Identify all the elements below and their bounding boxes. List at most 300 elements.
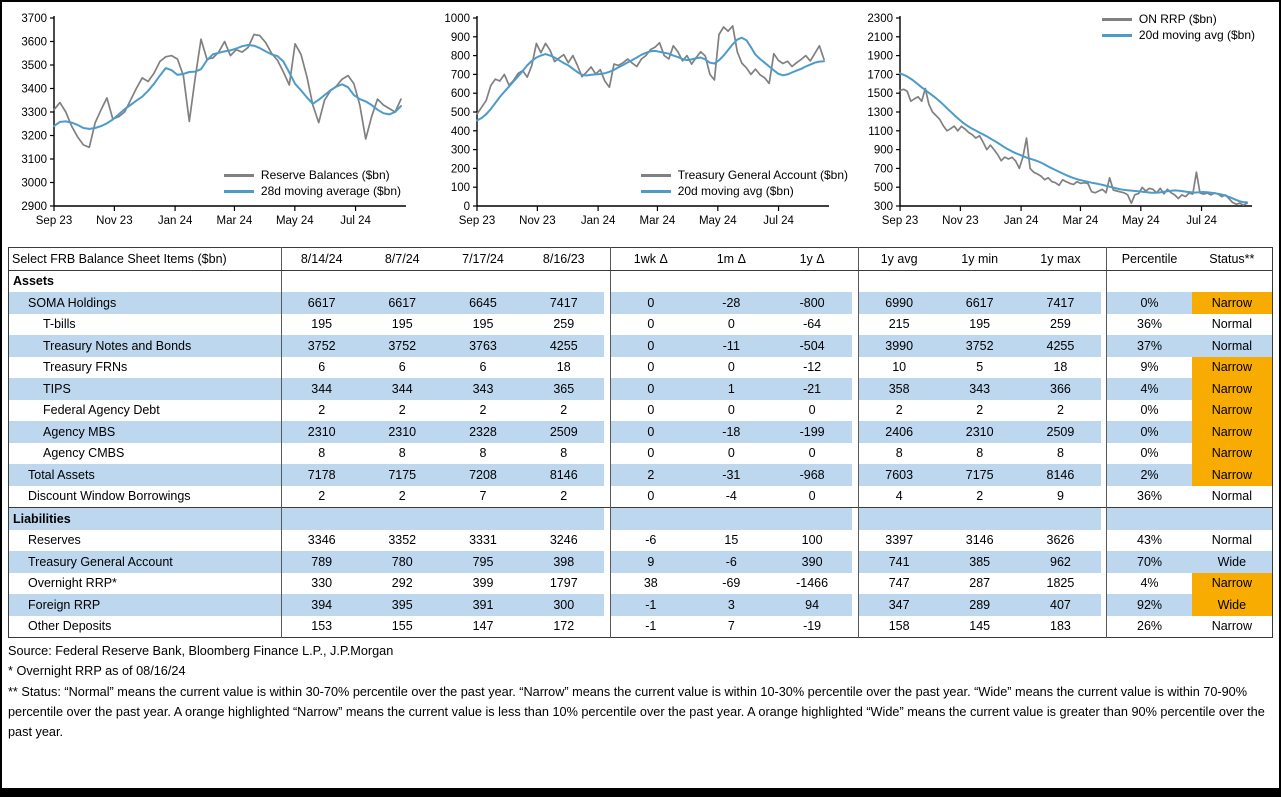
x-tick-label: Nov 23 (96, 215, 133, 227)
x-tick-label: Jul 24 (763, 215, 794, 227)
value-cell: 259 (553, 317, 575, 332)
x-tick-label: Mar 24 (1062, 215, 1099, 227)
stat-cell: 2 (976, 403, 984, 418)
row-label: Total Assets (9, 464, 282, 486)
stat-cell: 2509 (1020, 421, 1101, 443)
stat-cell: 1825 (1046, 576, 1075, 591)
delta-cell: 0 (808, 489, 816, 504)
delta-cell: 0 (727, 446, 735, 461)
value-cell: 6 (479, 360, 487, 375)
delta-cell: 0 (647, 489, 655, 504)
row-label: Agency CMBS (9, 443, 282, 465)
stat-cell: 2406 (859, 421, 940, 443)
y-tick-label: 3100 (21, 154, 47, 166)
stat-cell: 7175 (939, 464, 1020, 486)
legend-label: 20d moving avg ($bn) (1138, 28, 1255, 42)
value-cell (281, 270, 362, 292)
y-tick-label: 100 (450, 182, 470, 195)
legend-item (224, 184, 401, 198)
stat-cell: 385 (939, 551, 1020, 573)
delta-cell: 0 (610, 378, 691, 400)
section-row (9, 270, 1273, 292)
delta-cell: -1466 (796, 576, 829, 591)
delta-cell: 0 (727, 360, 735, 375)
value-cell: 365 (523, 378, 604, 400)
y-tick-label: 700 (450, 69, 470, 82)
stat-cell (1020, 270, 1101, 292)
value-cell: 343 (443, 378, 524, 400)
section-row (9, 508, 1273, 530)
y-tick-label: 2100 (867, 31, 893, 44)
percentile-cell: 26% (1137, 619, 1163, 634)
value-cell: 395 (362, 594, 443, 616)
date-column-header: 8/14/24 (281, 248, 362, 271)
legend-label: 28d moving average ($bn) (260, 184, 401, 198)
y-tick-label: 500 (873, 182, 893, 195)
delta-cell: 9 (610, 551, 691, 573)
status-cell: Narrow (1192, 400, 1273, 422)
delta-cell (610, 508, 691, 530)
balance-sheet-table (8, 247, 1273, 638)
delta-cell: 0 (808, 446, 816, 461)
row-label: Agency MBS (9, 421, 282, 443)
status-cell: Wide (1192, 551, 1273, 573)
row-label: Liabilities (9, 508, 282, 530)
status-cell: Narrow (1192, 378, 1273, 400)
value-cell: 795 (443, 551, 524, 573)
value-cell: 394 (281, 594, 362, 616)
status-cell: Narrow (1192, 421, 1273, 443)
value-cell (281, 508, 362, 530)
y-tick-label: 1700 (867, 69, 893, 82)
delta-cell: -4 (725, 489, 737, 504)
row-label: Other Deposits (9, 616, 282, 638)
y-tick-label: 1300 (867, 107, 893, 119)
on-rrp-chart (854, 6, 1277, 242)
x-tick-label: May 24 (1121, 215, 1160, 227)
status-cell: Narrow (1192, 573, 1273, 595)
y-tick-label: 3200 (21, 130, 47, 143)
legend-line-swatch (224, 174, 254, 177)
chart-legend (1102, 12, 1255, 42)
value-cell: 344 (362, 378, 443, 400)
footnotes (8, 641, 1273, 743)
y-tick-label: 1500 (867, 88, 893, 101)
table-row (9, 357, 1273, 379)
percentile-cell: 43% (1137, 533, 1163, 548)
delta-cell: 38 (643, 576, 658, 591)
source-note: Source: Federal Reserve Bank, Bloomberg Finance L.P., J.P.Morgan (8, 644, 394, 658)
delta-cell: -199 (772, 421, 853, 443)
value-cell: 6617 (281, 292, 362, 314)
status-cell: Narrow (1192, 443, 1273, 465)
legend-line-swatch (1102, 18, 1132, 21)
value-cell: 399 (472, 576, 494, 591)
value-cell: 6 (398, 360, 406, 375)
stat-cell: 158 (888, 619, 910, 634)
delta-cell: 0 (808, 403, 816, 418)
stat-cell (1020, 508, 1101, 530)
row-label: TIPS (9, 378, 282, 400)
delta-column-header: 1y Δ (772, 248, 853, 271)
status-cell: Wide (1192, 594, 1273, 616)
series-line (900, 89, 1247, 206)
value-cell: 195 (391, 317, 413, 332)
value-cell (443, 270, 524, 292)
stat-cell: 3397 (885, 533, 914, 548)
chart-canvas (8, 6, 431, 242)
delta-cell: 1 (691, 378, 772, 400)
value-cell: 153 (311, 619, 333, 634)
stat-column-header: 1y max (1020, 248, 1101, 271)
delta-cell: 2 (610, 464, 691, 486)
y-tick-label: 900 (873, 144, 893, 157)
percentile-cell: 92% (1107, 594, 1192, 616)
row-label: T-bills (9, 314, 282, 336)
value-cell: 7178 (281, 464, 362, 486)
delta-cell: -69 (722, 576, 741, 591)
value-cell (443, 508, 524, 530)
x-tick-label: Jul 24 (340, 215, 371, 227)
value-cell: 789 (281, 551, 362, 573)
percentile-cell (1107, 508, 1192, 530)
table-row (9, 443, 1273, 465)
x-tick-label: Sep 23 (35, 215, 73, 227)
stat-cell: 18 (1053, 360, 1068, 375)
value-cell: 3752 (281, 335, 362, 357)
status-cell: Narrow (1192, 292, 1273, 314)
delta-cell (691, 508, 772, 530)
stat-cell: 366 (1020, 378, 1101, 400)
y-tick-label: 1000 (444, 13, 470, 25)
delta-cell: -800 (772, 292, 853, 314)
legend-item (224, 168, 401, 182)
stat-cell: 6990 (859, 292, 940, 314)
stat-cell: 195 (969, 317, 991, 332)
value-cell: 398 (523, 551, 604, 573)
delta-cell (772, 270, 853, 292)
x-tick-label: Jan 24 (1003, 215, 1039, 227)
delta-cell: 100 (801, 533, 823, 548)
stat-column-header: 1y min (939, 248, 1020, 271)
legend-label: Treasury General Account ($bn) (677, 168, 848, 182)
stat-column-header: 1y avg (859, 248, 940, 271)
delta-cell: 7 (727, 619, 735, 634)
value-cell: 195 (472, 317, 494, 332)
row-label: Treasury General Account (9, 551, 282, 573)
treasury-general-account-chart (431, 6, 854, 242)
y-tick-label: 0 (463, 201, 470, 213)
status-cell: Normal (1192, 335, 1273, 357)
value-cell: 292 (391, 576, 413, 591)
x-tick-label: Jan 24 (157, 215, 193, 227)
delta-cell (691, 270, 772, 292)
value-cell: 2 (398, 403, 406, 418)
stat-cell: 145 (969, 619, 991, 634)
x-tick-label: May 24 (698, 215, 737, 227)
stat-cell: 3146 (965, 533, 994, 548)
value-cell: 2310 (362, 421, 443, 443)
y-tick-label: 800 (450, 50, 470, 63)
value-cell: 8 (479, 446, 487, 461)
value-cell: 6 (318, 360, 326, 375)
value-cell: 780 (362, 551, 443, 573)
value-cell: 3346 (307, 533, 336, 548)
delta-cell: 3 (691, 594, 772, 616)
stat-cell: 8 (976, 446, 984, 461)
stat-cell: 6617 (939, 292, 1020, 314)
date-column-header: 8/7/24 (362, 248, 443, 271)
value-cell: 2 (398, 489, 406, 504)
delta-cell: -1 (645, 619, 657, 634)
y-tick-label: 3300 (21, 107, 47, 119)
value-cell: 2 (479, 403, 487, 418)
stat-cell: 183 (1050, 619, 1071, 634)
stat-cell: 747 (888, 576, 910, 591)
value-cell: 3352 (388, 533, 417, 548)
y-tick-label: 2900 (21, 201, 47, 213)
stat-cell: 8 (1056, 446, 1064, 461)
y-tick-label: 500 (450, 107, 470, 119)
row-label: Overnight RRP* (9, 573, 282, 595)
delta-cell: 94 (772, 594, 853, 616)
stat-cell: 8146 (1020, 464, 1101, 486)
value-cell: 2 (318, 489, 326, 504)
stat-cell: 4 (895, 489, 903, 504)
value-cell: 3763 (443, 335, 524, 357)
table-row (9, 594, 1273, 616)
delta-cell: 0 (727, 317, 735, 332)
delta-cell: -6 (691, 551, 772, 573)
table-row (9, 551, 1273, 573)
row-label: Foreign RRP (9, 594, 282, 616)
table-row (9, 335, 1273, 357)
value-cell (362, 270, 443, 292)
legend-label: Reserve Balances ($bn) (260, 168, 390, 182)
table-row (9, 486, 1273, 508)
delta-cell: 0 (647, 360, 655, 375)
percentile-cell: 70% (1107, 551, 1192, 573)
y-tick-label: 3600 (21, 36, 47, 49)
delta-cell: 0 (647, 403, 655, 418)
value-cell: 2 (318, 403, 326, 418)
x-tick-label: Nov 23 (942, 215, 979, 227)
stat-cell (859, 270, 940, 292)
table-row (9, 314, 1273, 336)
stat-cell: 962 (1020, 551, 1101, 573)
y-tick-label: 600 (450, 88, 470, 101)
y-tick-label: 900 (450, 31, 470, 44)
value-cell: 6645 (443, 292, 524, 314)
stat-cell: 7417 (1020, 292, 1101, 314)
delta-cell: -28 (691, 292, 772, 314)
delta-cell: -19 (803, 619, 822, 634)
y-tick-label: 300 (873, 201, 893, 213)
legend-item (1102, 28, 1255, 42)
percentile-cell: 9% (1140, 360, 1159, 375)
chart-legend (641, 168, 848, 198)
stat-cell: 343 (939, 378, 1020, 400)
value-cell: 8 (398, 446, 406, 461)
table-row (9, 464, 1273, 486)
delta-cell: -12 (803, 360, 822, 375)
value-cell: 155 (391, 619, 413, 634)
chart-legend (224, 168, 401, 198)
percentile-cell: 37% (1107, 335, 1192, 357)
value-cell: 7 (479, 489, 487, 504)
y-tick-label: 3500 (21, 60, 47, 72)
row-label: Treasury Notes and Bonds (9, 335, 282, 357)
value-cell: 195 (311, 317, 333, 332)
delta-cell: 0 (610, 421, 691, 443)
reserve-balances-chart (8, 6, 431, 242)
delta-cell: -968 (772, 464, 853, 486)
x-tick-label: May 24 (275, 215, 314, 227)
delta-cell: -504 (772, 335, 853, 357)
stat-cell: 3990 (859, 335, 940, 357)
percentile-cell: 36% (1137, 317, 1163, 332)
legend-line-swatch (641, 174, 671, 177)
row-label: Assets (9, 270, 282, 292)
value-cell: 8146 (523, 464, 604, 486)
value-cell: 8 (560, 446, 568, 461)
value-cell: 172 (553, 619, 575, 634)
percentile-cell: 0% (1140, 446, 1159, 461)
delta-cell: 0 (647, 446, 655, 461)
status-cell: Narrow (1192, 464, 1273, 486)
series-line (54, 45, 401, 129)
delta-cell (610, 270, 691, 292)
status-cell: Narrow (1211, 619, 1252, 634)
value-cell: 18 (556, 360, 571, 375)
value-cell: 2310 (281, 421, 362, 443)
status-cell (1192, 508, 1273, 530)
x-tick-label: Jan 24 (580, 215, 616, 227)
y-tick-label: 2300 (867, 13, 893, 25)
percentile-cell: 4% (1107, 378, 1192, 400)
y-tick-label: 3000 (21, 177, 47, 190)
delta-cell: -11 (691, 335, 772, 357)
stat-cell: 8 (895, 446, 903, 461)
delta-cell: -1 (610, 594, 691, 616)
value-cell: 7175 (362, 464, 443, 486)
value-cell: 344 (281, 378, 362, 400)
value-cell (523, 508, 604, 530)
y-tick-label: 400 (450, 125, 470, 138)
stat-cell: 289 (939, 594, 1020, 616)
percentile-column-header: Percentile (1107, 248, 1192, 271)
value-cell: 6617 (362, 292, 443, 314)
value-cell: 3246 (549, 533, 578, 548)
date-column-header: 7/17/24 (443, 248, 524, 271)
percentile-cell: 0% (1107, 292, 1192, 314)
legend-item (641, 184, 848, 198)
stat-cell: 3626 (1046, 533, 1075, 548)
value-cell: 4255 (523, 335, 604, 357)
value-cell: 7417 (523, 292, 604, 314)
chart-canvas (431, 6, 854, 242)
value-cell: 2328 (443, 421, 524, 443)
status-column-header: Status** (1192, 248, 1273, 271)
delta-cell: -18 (691, 421, 772, 443)
value-cell: 2 (560, 403, 568, 418)
value-cell: 2 (560, 489, 568, 504)
x-tick-label: Mar 24 (639, 215, 676, 227)
table-header-row (9, 248, 1273, 271)
table-row (9, 573, 1273, 595)
delta-cell: 390 (772, 551, 853, 573)
stat-cell (939, 270, 1020, 292)
stat-cell: 2 (895, 403, 903, 418)
value-cell: 330 (311, 576, 333, 591)
stat-cell (859, 508, 940, 530)
legend-item (1102, 12, 1255, 26)
y-tick-label: 300 (450, 144, 470, 157)
stat-cell: 10 (892, 360, 907, 375)
delta-cell: 0 (610, 292, 691, 314)
value-cell: 1797 (549, 576, 578, 591)
overnight-rrp-note: * Overnight RRP as of 08/16/24 (8, 664, 186, 679)
value-cell: 8 (318, 446, 326, 461)
stat-cell: 9 (1056, 489, 1064, 504)
status-definition-note: ** Status: “Normal” means the current value is within 30-70% percentile over the past year. “Narrow” means the current value is within 10-30% percentile over the past year. “Wide” means the current value is within 70-90% percentile over the past year. A orange highlighted “Narrow” means the current value is less than 10% percentile over the past year. A orange highlighted “Wide” means the current value is greater than 90% percentile over the past year. (8, 684, 1265, 740)
percentile-cell: 0% (1140, 403, 1159, 418)
delta-cell: -31 (691, 464, 772, 486)
x-tick-label: Mar 24 (216, 215, 253, 227)
x-tick-label: Nov 23 (519, 215, 556, 227)
percentile-cell: 0% (1107, 421, 1192, 443)
charts-row (8, 6, 1273, 242)
delta-cell: -64 (803, 317, 822, 332)
delta-cell: -6 (645, 533, 657, 548)
status-cell: Normal (1211, 489, 1252, 504)
stat-cell: 259 (1050, 317, 1071, 332)
legend-item (641, 168, 848, 182)
row-label: Reserves (9, 530, 282, 552)
status-cell (1192, 270, 1273, 292)
delta-cell: 15 (724, 533, 739, 548)
delta-cell (772, 508, 853, 530)
table-row (9, 616, 1273, 638)
y-tick-label: 1100 (868, 125, 893, 138)
legend-label: 20d moving avg ($bn) (677, 184, 794, 198)
date-column-header: 8/16/23 (523, 248, 604, 271)
table-row (9, 400, 1273, 422)
value-cell: 3331 (469, 533, 497, 548)
value-cell: 3752 (362, 335, 443, 357)
table-row (9, 378, 1273, 400)
stat-cell: 2 (976, 489, 984, 504)
table-row (9, 292, 1273, 314)
stat-cell: 2310 (939, 421, 1020, 443)
status-cell: Normal (1211, 533, 1252, 548)
value-cell: 147 (472, 619, 494, 634)
row-label: Discount Window Borrowings (9, 486, 282, 508)
status-cell: Narrow (1192, 357, 1273, 379)
x-tick-label: Sep 23 (881, 215, 919, 227)
y-tick-label: 3700 (21, 13, 47, 25)
legend-label: ON RRP ($bn) (1138, 12, 1217, 26)
percentile-cell (1107, 270, 1192, 292)
stat-cell: 3752 (939, 335, 1020, 357)
stat-cell: 287 (969, 576, 991, 591)
legend-line-swatch (641, 190, 671, 193)
percentile-cell: 4% (1140, 576, 1159, 591)
y-tick-label: 3400 (21, 83, 47, 96)
y-tick-label: 1900 (867, 50, 893, 63)
y-tick-label: 700 (873, 163, 893, 176)
value-cell: 300 (523, 594, 604, 616)
